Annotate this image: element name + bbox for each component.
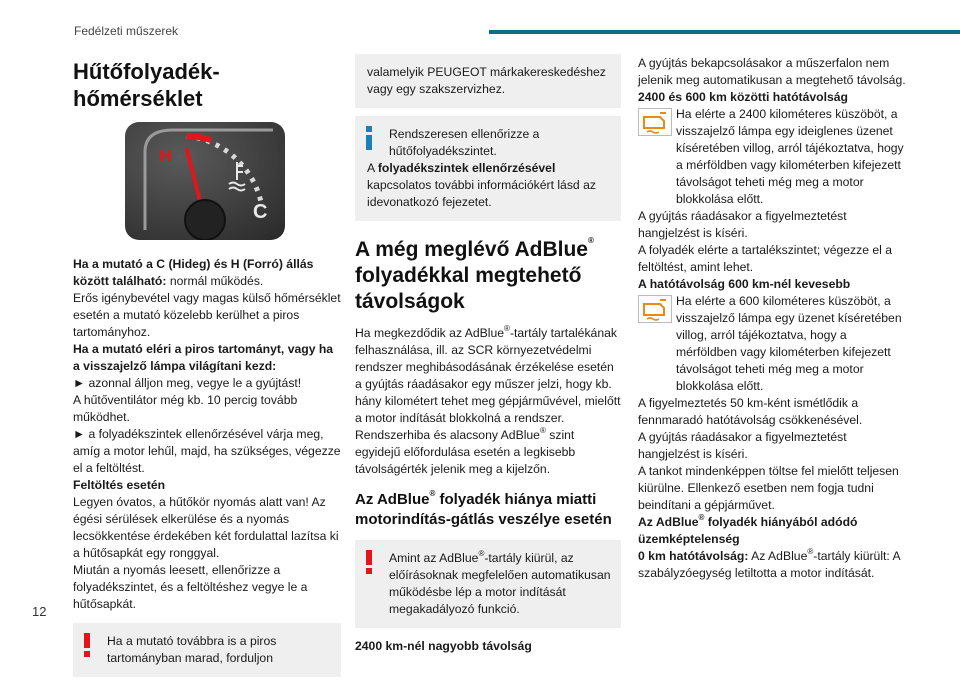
- step-stop: ► azonnal álljon meg, vegye le a gyújtást!: [73, 376, 302, 390]
- header-accent-bar: [489, 30, 960, 34]
- info-box-coolant: [355, 116, 621, 221]
- adblue-warning-2400-text: Ha elérte a 2400 kilométeres küszöböt, a visszajelző lámpa egy ideiglenes üzenet kíséretében villog, arról tájékoztatva, hogy a mérföldben vagy kilométerben kifejezett távolságot teheti még meg a motor blokkolása előtt.: [676, 107, 904, 206]
- paragraph-buzzer-2: A gyújtás ráadásakor a figyelmeztetést hangjelzést is kíséri.: [638, 430, 847, 461]
- heading-immobilisation: Az AdBlue® folyadék hiányából adódó üzemképtelenség: [638, 513, 858, 546]
- warning-exclamation-icon: [83, 633, 91, 657]
- gauge-hot-label: H: [159, 146, 172, 166]
- info-icon: [365, 126, 373, 150]
- info-box-line2: A folyadékszintek ellenőrzésével kapcsolatos további információkért lásd az idevonatkozó fejezetet.: [367, 161, 596, 209]
- paragraph-heavy-use: Erős igénybevétel vagy magas külső hőmérséklet esetén a mutató közelebb kerülhet a piros tartományhoz.: [73, 291, 341, 339]
- heading-2400-600: 2400 és 600 km közötti hatótávolság: [638, 90, 848, 104]
- paragraph-normal-range: Ha a mutató a C (Hideg) és H (Forró) állás között található: normál működés.: [73, 257, 314, 288]
- gauge-cold-label: C: [253, 201, 268, 223]
- paragraph-after-pressure: Miután a nyomás leesett, ellenőrizze a folyadékszintet, és a feltöltéshez vegye le a hűtősapkát.: [73, 563, 308, 611]
- section-title-adblue: A még meglévő AdBlue® folyadékkal megtehető távolságok: [355, 236, 594, 313]
- paragraph-refill: A tankot mindenképpen töltse fel mielőtt teljesen kiürülne. Ellenkező esetben nem fogja tudni beindítani a gépjárművet.: [638, 464, 899, 512]
- paragraph-caution-pressure: Legyen óvatos, a hűtőkör nyomás alatt van! Az égési sérülések elkerülése és a nyomás lecsökkentése érdekében két fordulattal lazítsa ki a hűtősapkát egy ronggyal.: [73, 495, 339, 560]
- adblue-warning-600: [638, 293, 908, 395]
- subsection-title-start-prevention: Az AdBlue® folyadék hiánya miatti motorindítás-gátlás veszélye esetén: [355, 489, 612, 528]
- heading-over-2400: 2400 km-nél nagyobb távolság: [355, 639, 532, 653]
- adblue-warning-icon: [638, 108, 672, 136]
- paragraph-no-auto-display: A gyújtás bekapcsolásakor a műszerfalon nem jelenik meg automatikusan a megtehető távolság.: [638, 56, 906, 87]
- heading-under-600: A hatótávolság 600 km-nél kevesebb: [638, 277, 851, 291]
- warning-box-continued: [355, 54, 621, 108]
- page-number: 12: [32, 604, 47, 619]
- paragraph-zero-range: 0 km hatótávolság: Az AdBlue®-tartály kiürült: A szabályzóegység letiltotta a motor indítását.: [638, 547, 900, 580]
- paragraph-adblue-reserve: Ha megkezdődik az AdBlue®-tartály tartalékának felhasználása, ill. az SCR környezetvédelmi rendszer meghibásodásának érzékelése esetén a gyújtás ráadásakor egy műszer jelzi, hogy kb. hány kilométert tehet meg gépjárművével, mielőtt a motor indítását blokkolná a rendszer.: [355, 324, 621, 425]
- adblue-warning-icon: [638, 295, 672, 323]
- adblue-warning-2400: [638, 106, 908, 208]
- warning-box-text: Ha a mutató továbbra is a piros tartományban marad, forduljon: [107, 634, 277, 665]
- warning-box-adblue-empty: [355, 540, 621, 628]
- column-3: [638, 55, 908, 582]
- column-2: [355, 52, 621, 655]
- header-title: Fedélzeti műszerek: [74, 24, 179, 38]
- paragraph-adblue-fault: Rendszerhiba és alacsony AdBlue® szint egyidejű előfordulása esetén a legkisebb távolságérték jelenik meg a kijelzőn.: [355, 426, 576, 476]
- warning-box-continued-text: valamelyik PEUGEOT márkakereskedéshez vagy egy szakszervizhez.: [367, 65, 606, 96]
- coolant-gauge-image: [125, 122, 285, 240]
- section-title-coolant: Hűtőfolyadék-hőmérséklet: [73, 59, 220, 111]
- warning-exclamation-icon: [365, 550, 373, 574]
- heading-topping-up: Feltöltés esetén: [73, 478, 166, 492]
- paragraph-reserve: A folyadék elérte a tartalékszintet; végezze el a feltöltést, amint lehet.: [638, 243, 893, 274]
- paragraph-red-zone: Ha a mutató eléri a piros tartományt, vagy ha a visszajelző lámpa világítani kezd:: [73, 342, 334, 373]
- paragraph-repeat-50km: A figyelmeztetés 50 km-ként ismétlődik a fennmaradó hatótávolság csökkenésével.: [638, 396, 863, 427]
- adblue-warning-600-text: Ha elérte a 600 kilométeres küszöböt, a visszajelző lámpa egy üzenet kíséretében villog, arról tájékoztatva, hogy a mérföldben vagy kilométerben kifejezett távolságot teheti még meg a motor blokkolása előtt.: [676, 294, 902, 393]
- paragraph-fan: A hűtőventilátor még kb. 10 percig tovább működhet.: [73, 393, 298, 424]
- warning-box-red-zone: [73, 623, 341, 677]
- info-box-line1: Rendszeresen ellenőrizze a hűtőfolyadékszintet.: [389, 127, 540, 158]
- paragraph-buzzer-1: A gyújtás ráadásakor a figyelmeztetést hangjelzést is kíséri.: [638, 209, 847, 240]
- column-1: [73, 52, 341, 685]
- warning-box-adblue-text: Amint az AdBlue®-tartály kiürül, az előírásoknak megfelelően automatikusan működésbe lép a motor indítását megakadályozó funkció.: [389, 549, 611, 616]
- step-check-levels: ► a folyadékszintek ellenőrzésével várja meg, amíg a motor lehűl, majd, ha szükséges, végezze el a feltöltést.: [73, 427, 341, 475]
